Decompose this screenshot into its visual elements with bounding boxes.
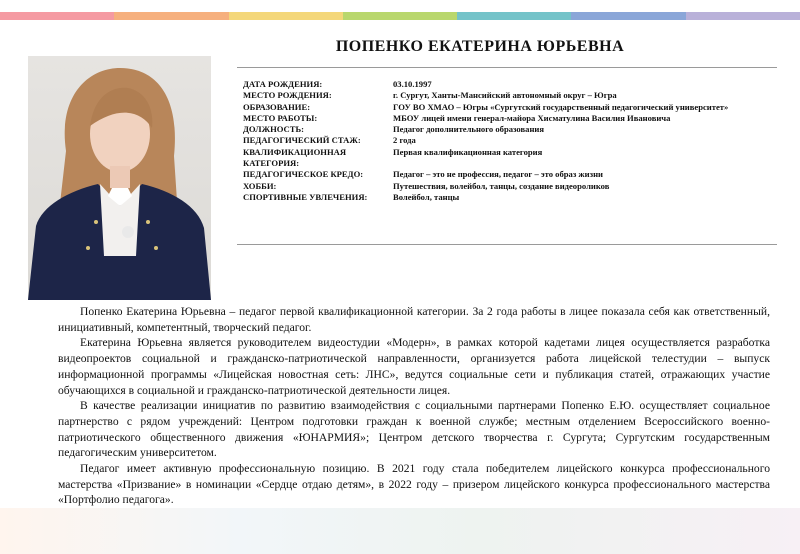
info-label: ПЕДАГОГИЧЕСКОЕ КРЕДО:	[243, 169, 364, 180]
info-value: Педагог – это не профессия, педагог – это образ жизни	[393, 169, 603, 180]
page-title: ПОПЕНКО ЕКАТЕРИНА ЮРЬЕВНА	[335, 38, 625, 55]
info-label: ОБРАЗОВАНИЕ:	[243, 101, 311, 112]
stripe-segment	[229, 12, 343, 20]
info-label: ПЕДАГОГИЧЕСКИЙ СТАЖ:	[243, 135, 361, 146]
info-value: Волейбол, танцы	[393, 191, 460, 202]
info-value: Педагог дополнительного образования	[393, 124, 544, 135]
info-label: ДОЛЖНОСТЬ:	[243, 124, 305, 135]
info-row	[243, 124, 773, 135]
info-value: Путешествия, волейбол, танцы, создание видеороликов	[393, 180, 610, 191]
info-value: ГОУ ВО ХМАО – Югры «Сургутский государственный педагогический университет»	[393, 101, 729, 112]
info-row	[243, 113, 773, 124]
info-label: ДАТА РОЖДЕНИЯ:	[243, 79, 323, 89]
info-value: Первая квалификационная категория	[393, 146, 543, 157]
top-color-stripe	[0, 12, 800, 20]
biography-paragraph: В качестве реализации инициатив по развитию взаимодействия с социальными партнерами Попенко Е.Ю. осуществляет социальное партнерство с рядом учреждений: Центром подготовки граждан к военной службе; местным отделением Всероссийского военно-патриотического общественного движения «ЮНАРМИЯ»; Центром детского творчества г. Сургута; Сургутским государственным педагогическим университетом.	[58, 399, 770, 460]
info-value: 03.10.1997	[393, 79, 432, 89]
stripe-segment	[571, 12, 685, 20]
info-label: СПОРТИВНЫЕ УВЛЕЧЕНИЯ:	[243, 191, 368, 202]
top-divider	[237, 67, 777, 68]
info-row	[243, 90, 773, 101]
stripe-segment	[457, 12, 571, 20]
info-row	[243, 102, 773, 113]
info-label: МЕСТО РОЖДЕНИЯ:	[243, 90, 332, 101]
portrait-photo	[28, 56, 211, 300]
info-value: г. Сургут, Ханты-Мансийский автономный округ – Югра	[393, 90, 617, 101]
info-row	[243, 192, 773, 203]
info-label: МЕСТО РАБОТЫ:	[243, 112, 318, 123]
stripe-segment	[114, 12, 228, 20]
biography-paragraph: Попенко Екатерина Юрьевна – педагог первой квалификационной категории. За 2 года работы в лицее показала себя как ответственный, инициативный, компетентный, творческий педагог.	[58, 305, 770, 334]
info-row	[243, 181, 773, 192]
info-row	[243, 79, 773, 90]
info-row	[243, 135, 773, 146]
stripe-segment	[343, 12, 457, 20]
info-row	[243, 147, 773, 170]
stripe-segment	[0, 12, 114, 20]
info-row	[243, 169, 773, 180]
biography-text	[58, 304, 770, 508]
info-label: КВАЛИФИКАЦИОННАЯ КАТЕГОРИЯ:	[243, 146, 347, 169]
stripe-segment	[686, 12, 800, 20]
bottom-divider	[237, 244, 777, 245]
info-label: ХОББИ:	[243, 180, 277, 191]
biography-paragraph: Екатерина Юрьевна является руководителем видеостудии «Модерн», в рамках которой кадетами лицея осуществляется разработка видеопроектов социальной и гражданско-патриотической направленности, организуется работа лицейской телестудии – выпуск информационной программы «Лицейская новостная сеть: ЛНС», ведутся социальные сети и публикация статей, отражающих участие обучающихся в социальной и гражданско-патриотической деятельности лицея.	[58, 336, 770, 397]
info-value: МБОУ лицей имени генерал-майора Хисматулина Василия Ивановича	[393, 112, 671, 123]
info-value: 2 года	[393, 135, 416, 146]
personal-info-table	[243, 79, 773, 203]
portrait-icon	[28, 56, 211, 300]
biography-paragraph: Педагог имеет активную профессиональную позицию. В 2021 году стала победителем лицейского конкурса профессионального мастерства «Призвание» в номинации «Сердце отдаю детям», в 2022 году – призером лицейского конкурса профессионального мастерства «Портфолио педагога».	[58, 462, 770, 507]
footer-background	[0, 508, 800, 554]
